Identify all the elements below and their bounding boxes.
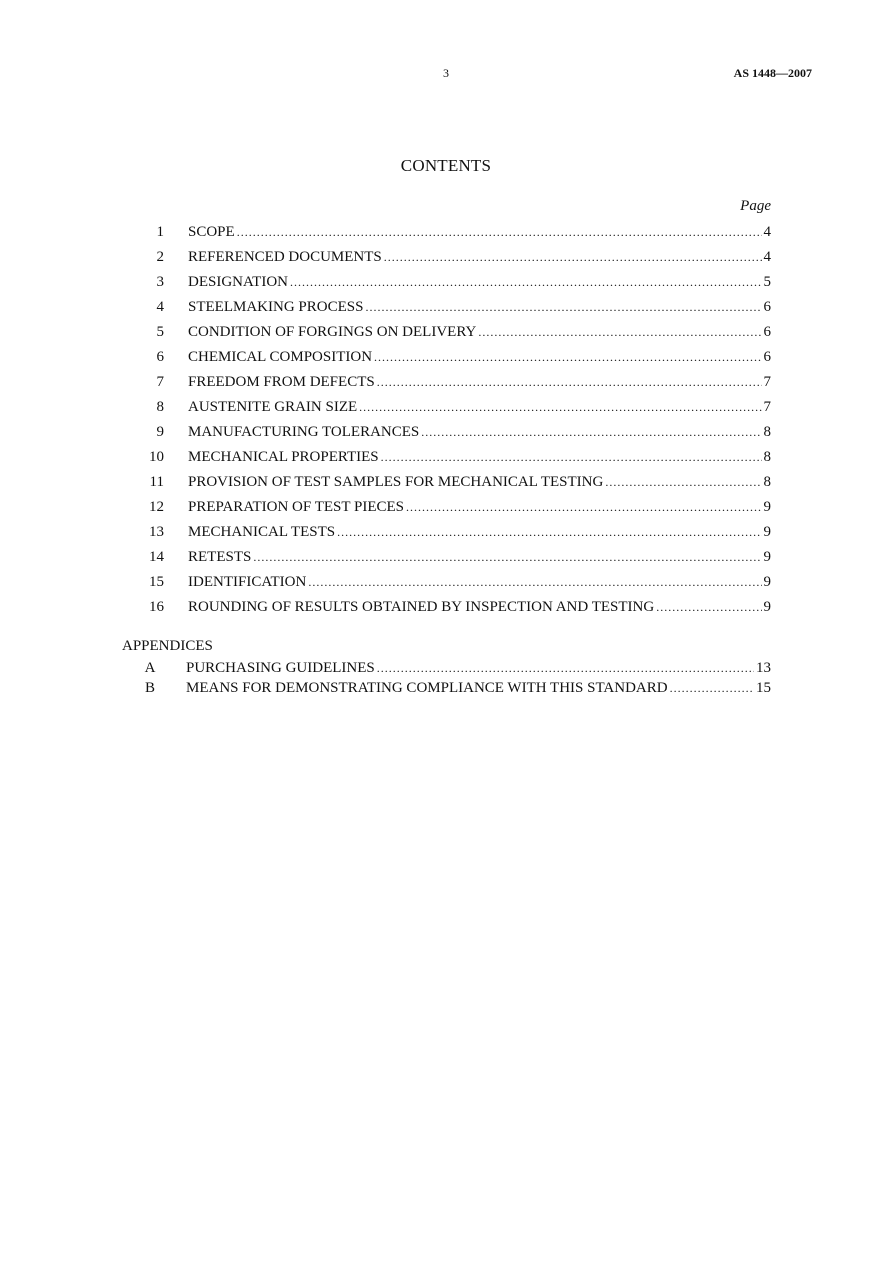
toc-entry-page: 6 [763,324,771,340]
appendix-entry-body [186,658,771,678]
toc-entry-body [188,572,771,592]
toc-entry-number: 7 [156,374,164,390]
page-number: 3 [443,66,449,80]
appendices-heading: APPENDICES [122,638,213,654]
appendix-entry[interactable] [0,678,892,698]
toc-entry[interactable] [0,322,892,347]
toc-entry[interactable] [0,422,892,447]
toc-entry-title: FREEDOM FROM DEFECTS [188,374,375,390]
appendix-entry-body [186,678,771,698]
dot-leader [237,222,762,242]
toc-entry[interactable] [0,497,892,522]
dot-leader [290,272,762,292]
toc-entry-page: 4 [763,224,771,240]
toc-entry-body [188,272,771,292]
appendix-entry[interactable] [0,658,892,678]
toc-entry-page: 9 [763,599,771,615]
toc-entry-title: CONDITION OF FORGINGS ON DELIVERY [188,324,477,340]
toc-entry-page: 8 [763,474,771,490]
dot-leader [421,422,761,442]
toc-entry-body [188,347,771,367]
toc-entry-title: SCOPE [188,224,235,240]
toc-entry-title: MECHANICAL PROPERTIES [188,449,379,465]
appendices-list [0,658,892,698]
toc-entry-title: PROVISION OF TEST SAMPLES FOR MECHANICAL TESTING [188,474,604,490]
toc-entry-title: DESIGNATION [188,274,288,290]
document-id: AS 1448—2007 [733,66,812,80]
toc-entry[interactable] [0,447,892,472]
toc-entry[interactable] [0,272,892,297]
toc-entry-number: 12 [149,499,164,515]
dot-leader [478,322,761,342]
toc-entry-title: AUSTENITE GRAIN SIZE [188,399,358,415]
toc-entry-number: 2 [156,249,164,265]
toc-entry-number: 9 [156,424,164,440]
toc-entry-body [188,372,771,392]
toc-entry[interactable] [0,347,892,372]
toc-entry-page: 7 [763,374,771,390]
dot-leader [377,658,754,678]
dot-leader [377,372,762,392]
toc-entry[interactable] [0,247,892,272]
toc-entry-page: 6 [763,349,771,365]
toc-entry-number: 1 [156,224,164,240]
toc-entry[interactable] [0,597,892,622]
toc-entry-page: 8 [763,449,771,465]
toc-entry-body [188,222,771,242]
dot-leader [374,347,761,367]
toc-entry-body [188,297,771,317]
toc-entry[interactable] [0,397,892,422]
dot-leader [656,597,761,617]
dot-leader [381,447,762,467]
toc-entry-number: 16 [149,599,164,615]
toc-entry-number: 5 [156,324,164,340]
toc-entry-number: 10 [149,449,164,465]
toc-entry-title: IDENTIFICATION [188,574,307,590]
toc-entry-number: 11 [149,474,164,490]
toc-entry-number: 8 [156,399,164,415]
toc-entry-title: RETESTS [188,549,252,565]
toc-entry-body [188,497,771,517]
toc-entry-number: 6 [156,349,164,365]
toc-entry-title: STEELMAKING PROCESS [188,299,364,315]
dot-leader [359,397,761,417]
toc-entry-body [188,547,771,567]
toc-entry-title: CHEMICAL COMPOSITION [188,349,373,365]
toc-entry-body [188,247,771,267]
toc-entry[interactable] [0,222,892,247]
toc-entry-page: 6 [763,299,771,315]
toc-entry-page: 9 [763,524,771,540]
toc-entry-page: 4 [763,249,771,265]
toc-entry-page: 5 [763,274,771,290]
toc-entry[interactable] [0,297,892,322]
appendix-letter: A [144,660,156,676]
appendix-page: 15 [756,680,771,696]
toc-entry-number: 4 [156,299,164,315]
dot-leader [406,497,761,517]
toc-entry-body [188,472,771,492]
toc-entry-page: 9 [763,574,771,590]
toc-entry-title: PREPARATION OF TEST PIECES [188,499,405,515]
toc-entry-title: MANUFACTURING TOLERANCES [188,424,420,440]
toc-entry-body [188,422,771,442]
toc-entry-title: ROUNDING OF RESULTS OBTAINED BY INSPECTION AND TESTING [188,599,655,615]
toc-entry-number: 15 [149,574,164,590]
dot-leader [384,247,762,267]
toc-entry[interactable] [0,522,892,547]
toc-entry-title: REFERENCED DOCUMENTS [188,249,382,265]
appendix-letter: B [144,680,155,696]
toc-entry-number: 14 [149,549,164,565]
toc-entry-body [188,447,771,467]
toc-entry-page: 7 [763,399,771,415]
appendix-page: 13 [756,660,771,676]
toc-entry-body [188,397,771,417]
appendix-title: MEANS FOR DEMONSTRATING COMPLIANCE WITH THIS STANDARD [186,680,668,696]
appendix-title: PURCHASING GUIDELINES [186,660,375,676]
toc-entry-page: 9 [763,499,771,515]
dot-leader [337,522,761,542]
contents-title: CONTENTS [400,156,492,175]
toc-entry-title: MECHANICAL TESTS [188,524,336,540]
toc-entry-body [188,522,771,542]
toc-entry[interactable] [0,472,892,497]
toc-entry-page: 8 [763,424,771,440]
toc-entry-number: 13 [149,524,164,540]
toc-entry[interactable] [0,547,892,572]
dot-leader [253,547,761,567]
toc-entry[interactable] [0,372,892,397]
dot-leader [308,572,761,592]
dot-leader [670,678,754,698]
dot-leader [365,297,761,317]
toc-entry-body [188,597,771,617]
toc-entry-number: 3 [156,274,164,290]
toc-entry-body [188,322,771,342]
dot-leader [605,472,761,492]
table-of-contents [0,222,892,622]
page-column-heading: Page [740,198,771,214]
toc-entry-page: 9 [763,549,771,565]
toc-entry[interactable] [0,572,892,597]
